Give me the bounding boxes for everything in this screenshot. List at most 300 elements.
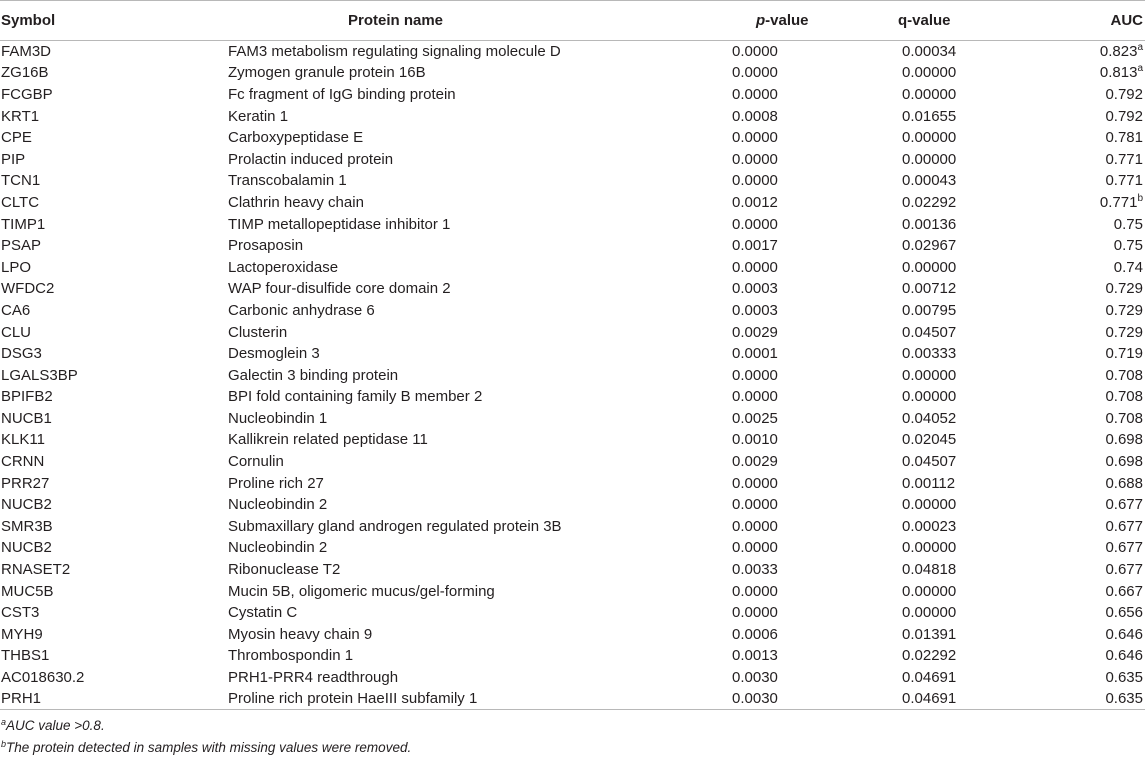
- cell-q-value: [823, 580, 1023, 602]
- cell-symbol-text: NUCB2: [1, 496, 52, 514]
- table-row: [0, 148, 1145, 170]
- cell-p-value-text: 0.0003: [732, 301, 778, 319]
- footnotes: [0, 715, 1145, 759]
- cell-auc: [1023, 300, 1145, 322]
- cell-symbol: [0, 580, 228, 602]
- header-q-value: q-value: [823, 1, 1023, 41]
- cell-protein-name: [228, 213, 648, 235]
- cell-p-value-text: 0.0000: [732, 258, 778, 276]
- cell-p-value: [648, 278, 823, 300]
- table-row: [0, 624, 1145, 646]
- cell-protein-name-text: BPI fold containing family B member 2: [228, 388, 483, 406]
- cell-q-value: [823, 84, 1023, 106]
- header-p-suffix: -value: [765, 12, 809, 29]
- cell-q-value: [823, 364, 1023, 386]
- cell-symbol: [0, 688, 228, 710]
- table-header-row: [0, 1, 1145, 41]
- footnote-text: AUC value >0.8.: [6, 718, 105, 734]
- cell-auc: [1023, 559, 1145, 581]
- cell-p-value-text: 0.0000: [732, 172, 778, 190]
- cell-symbol-text: MUC5B: [1, 582, 54, 600]
- table-row: [0, 602, 1145, 624]
- cell-auc: [1023, 429, 1145, 451]
- cell-p-value: [648, 300, 823, 322]
- cell-protein-name: [228, 321, 648, 343]
- cell-protein-name-text: Zymogen granule protein 16B: [228, 64, 426, 82]
- cell-symbol-text: CLTC: [1, 193, 40, 211]
- table-row: [0, 300, 1145, 322]
- table-row: [0, 235, 1145, 257]
- cell-symbol: [0, 127, 228, 149]
- cell-protein-name-text: Clusterin: [228, 323, 288, 341]
- cell-q-value-text: 0.02045: [902, 431, 957, 449]
- cell-protein-name: [228, 300, 648, 322]
- table-row: [0, 386, 1145, 408]
- cell-protein-name: [228, 127, 648, 149]
- cell-symbol-text: LGALS3BP: [1, 366, 78, 384]
- cell-q-value: [823, 278, 1023, 300]
- cell-auc: [1023, 386, 1145, 408]
- cell-p-value: [648, 688, 823, 710]
- table-row: [0, 213, 1145, 235]
- table-row: [0, 494, 1145, 516]
- cell-p-value: [648, 602, 823, 624]
- cell-auc-text: 0.667: [1105, 582, 1143, 600]
- cell-protein-name-text: Carboxypeptidase E: [228, 129, 364, 147]
- cell-auc: [1023, 213, 1145, 235]
- cell-q-value: [823, 494, 1023, 516]
- cell-auc-text: 0.635: [1105, 669, 1143, 687]
- table-row: [0, 688, 1145, 710]
- cell-q-value-text: 0.01655: [902, 107, 957, 125]
- cell-q-value-text: 0.00000: [902, 388, 957, 406]
- cell-protein-name: [228, 62, 648, 84]
- cell-p-value: [648, 494, 823, 516]
- cell-p-value-text: 0.0000: [732, 539, 778, 557]
- table-row: [0, 580, 1145, 602]
- table-row: [0, 278, 1145, 300]
- cell-q-value: [823, 41, 1023, 63]
- cell-q-value-text: 0.04507: [902, 323, 957, 341]
- table-row: [0, 343, 1145, 365]
- cell-protein-name-text: Myosin heavy chain 9: [228, 625, 373, 643]
- cell-protein-name: [228, 235, 648, 257]
- footnote-text: The protein detected in samples with missing values were removed.: [6, 740, 412, 756]
- cell-p-value: [648, 580, 823, 602]
- cell-symbol-text: TCN1: [1, 172, 41, 190]
- table-row: [0, 537, 1145, 559]
- cell-q-value-text: 0.00000: [902, 85, 957, 103]
- cell-symbol: [0, 537, 228, 559]
- cell-protein-name-text: Prolactin induced protein: [228, 150, 394, 168]
- cell-q-value: [823, 429, 1023, 451]
- cell-p-value-text: 0.0033: [732, 561, 778, 579]
- cell-q-value-text: 0.00712: [902, 280, 957, 298]
- cell-auc: [1023, 170, 1145, 192]
- cell-q-value-text: 0.00000: [902, 539, 957, 557]
- cell-auc-text: 0.729: [1105, 280, 1143, 298]
- cell-q-value: [823, 688, 1023, 710]
- cell-q-value-text: 0.02292: [902, 193, 957, 211]
- cell-p-value: [648, 127, 823, 149]
- table-row: [0, 41, 1145, 63]
- cell-auc: [1023, 451, 1145, 473]
- cell-symbol: [0, 429, 228, 451]
- cell-p-value: [648, 559, 823, 581]
- cell-auc: [1023, 602, 1145, 624]
- cell-auc: [1023, 364, 1145, 386]
- cell-q-value-text: 0.04052: [902, 409, 957, 427]
- cell-symbol-text: PRR27: [1, 474, 50, 492]
- cell-protein-name: [228, 408, 648, 430]
- cell-q-value-text: 0.00000: [902, 366, 957, 384]
- cell-protein-name-text: Proline rich 27: [228, 474, 324, 492]
- cell-auc-text: 0.677: [1105, 561, 1143, 579]
- cell-p-value-text: 0.0000: [732, 604, 778, 622]
- cell-symbol: [0, 148, 228, 170]
- cell-symbol-text: SMR3B: [1, 517, 53, 535]
- cell-p-value-text: 0.0006: [732, 625, 778, 643]
- table-row: [0, 256, 1145, 278]
- cell-q-value-text: 0.00136: [902, 215, 957, 233]
- cell-p-value-text: 0.0025: [732, 409, 778, 427]
- cell-q-value: [823, 192, 1023, 214]
- cell-auc: [1023, 580, 1145, 602]
- cell-symbol: [0, 41, 228, 63]
- cell-protein-name-text: Fc fragment of IgG binding protein: [228, 85, 456, 103]
- cell-auc: [1023, 127, 1145, 149]
- cell-q-value: [823, 386, 1023, 408]
- cell-q-value: [823, 472, 1023, 494]
- cell-symbol-text: CPE: [1, 129, 32, 147]
- table-row: [0, 84, 1145, 106]
- cell-q-value-text: 0.00333: [902, 345, 957, 363]
- cell-symbol: [0, 256, 228, 278]
- cell-symbol-text: THBS1: [1, 647, 50, 665]
- cell-auc: [1023, 343, 1145, 365]
- cell-q-value: [823, 62, 1023, 84]
- cell-p-value-text: 0.0003: [732, 280, 778, 298]
- cell-protein-name-text: Nucleobindin 2: [228, 539, 328, 557]
- cell-auc-text: 0.792: [1105, 107, 1143, 125]
- cell-p-value-text: 0.0000: [732, 582, 778, 600]
- cell-protein-name: [228, 516, 648, 538]
- cell-protein-name: [228, 645, 648, 667]
- cell-p-value: [648, 472, 823, 494]
- cell-auc-text: 0.677: [1105, 539, 1143, 557]
- cell-q-value-text: 0.02292: [902, 647, 957, 665]
- table-row: [0, 105, 1145, 127]
- cell-symbol: [0, 170, 228, 192]
- cell-auc-text: 0.646: [1105, 647, 1143, 665]
- cell-p-value-text: 0.0000: [732, 366, 778, 384]
- cell-protein-name: [228, 602, 648, 624]
- cell-protein-name-text: Kallikrein related peptidase 11: [228, 431, 428, 449]
- cell-auc-text: 0.708: [1105, 366, 1143, 384]
- cell-q-value-text: 0.00795: [902, 301, 957, 319]
- footnote-mark: b: [1, 739, 7, 750]
- cell-protein-name: [228, 170, 648, 192]
- cell-symbol: [0, 667, 228, 689]
- cell-q-value-text: 0.00000: [902, 64, 957, 82]
- cell-symbol-text: MYH9: [1, 625, 43, 643]
- cell-p-value: [648, 343, 823, 365]
- cell-protein-name: [228, 148, 648, 170]
- cell-protein-name-text: Lactoperoxidase: [228, 258, 339, 276]
- cell-symbol-text: RNASET2: [1, 561, 71, 579]
- cell-auc: [1023, 105, 1145, 127]
- footnote-b: [1, 737, 1145, 759]
- cell-symbol-text: LPO: [1, 258, 32, 276]
- cell-symbol: [0, 516, 228, 538]
- cell-symbol-text: DSG3: [1, 345, 42, 363]
- cell-q-value-text: 0.01391: [902, 625, 957, 643]
- cell-protein-name: [228, 494, 648, 516]
- cell-symbol-text: CLU: [1, 323, 32, 341]
- cell-symbol: [0, 300, 228, 322]
- cell-p-value: [648, 408, 823, 430]
- cell-protein-name-text: Submaxillary gland androgen regulated protein 3B: [228, 517, 562, 535]
- cell-p-value: [648, 667, 823, 689]
- cell-p-value: [648, 170, 823, 192]
- table-row: [0, 192, 1145, 214]
- cell-symbol-text: CRNN: [1, 453, 45, 471]
- cell-auc-text: 0.75: [1113, 237, 1143, 255]
- cell-p-value: [648, 62, 823, 84]
- header-protein-name: Protein name: [228, 1, 648, 41]
- cell-symbol: [0, 235, 228, 257]
- cell-q-value-text: 0.00000: [902, 604, 957, 622]
- cell-q-value-text: 0.00000: [902, 582, 957, 600]
- cell-symbol: [0, 559, 228, 581]
- cell-q-value: [823, 624, 1023, 646]
- cell-auc: [1023, 321, 1145, 343]
- cell-protein-name-text: Cystatin C: [228, 604, 298, 622]
- cell-auc: [1023, 235, 1145, 257]
- cell-protein-name-text: Clathrin heavy chain: [228, 193, 364, 211]
- cell-q-value: [823, 213, 1023, 235]
- cell-q-value-text: 0.04507: [902, 453, 957, 471]
- cell-p-value: [648, 148, 823, 170]
- cell-q-value: [823, 148, 1023, 170]
- cell-q-value: [823, 300, 1023, 322]
- table-row: [0, 364, 1145, 386]
- cell-symbol-text: PIP: [1, 150, 26, 168]
- cell-protein-name-text: Cornulin: [228, 453, 284, 471]
- cell-q-value-text: 0.04691: [902, 690, 957, 708]
- cell-q-value-text: 0.00023: [902, 517, 957, 535]
- footnote-a: [1, 715, 1145, 737]
- cell-p-value: [648, 364, 823, 386]
- cell-auc-text: 0.771: [1105, 172, 1143, 190]
- cell-p-value-text: 0.0012: [732, 193, 778, 211]
- cell-symbol-text: NUCB1: [1, 409, 52, 427]
- cell-q-value: [823, 343, 1023, 365]
- footnote-marker: a: [1137, 42, 1143, 54]
- cell-p-value: [648, 84, 823, 106]
- table-row: [0, 408, 1145, 430]
- cell-q-value-text: 0.04691: [902, 669, 957, 687]
- cell-protein-name-text: TIMP metallopeptidase inhibitor 1: [228, 215, 451, 233]
- cell-auc-text: 0.75: [1113, 215, 1143, 233]
- footnote-marker: a: [1137, 63, 1143, 75]
- cell-q-value: [823, 408, 1023, 430]
- cell-p-value: [648, 213, 823, 235]
- cell-auc-text: 0.698: [1105, 453, 1143, 471]
- cell-auc-text: 0.708: [1105, 409, 1143, 427]
- cell-p-value-text: 0.0000: [732, 43, 778, 61]
- cell-p-value: [648, 516, 823, 538]
- cell-p-value-text: 0.0029: [732, 323, 778, 341]
- cell-auc: [1023, 41, 1145, 63]
- cell-protein-name: [228, 84, 648, 106]
- cell-auc-text: 0.698: [1105, 431, 1143, 449]
- cell-symbol: [0, 278, 228, 300]
- cell-symbol: [0, 408, 228, 430]
- cell-protein-name-text: FAM3 metabolism regulating signaling molecule D: [228, 43, 561, 61]
- cell-p-value-text: 0.0000: [732, 496, 778, 514]
- cell-auc-text: 0.823: [1099, 43, 1138, 61]
- cell-q-value-text: 0.00000: [902, 496, 957, 514]
- cell-q-value: [823, 516, 1023, 538]
- cell-q-value: [823, 451, 1023, 473]
- cell-auc: [1023, 688, 1145, 710]
- cell-auc: [1023, 84, 1145, 106]
- cell-protein-name-text: Ribonuclease T2: [228, 561, 341, 579]
- table-row: [0, 429, 1145, 451]
- cell-auc-text: 0.719: [1105, 345, 1143, 363]
- table-row: [0, 645, 1145, 667]
- cell-auc: [1023, 278, 1145, 300]
- cell-symbol-text: CA6: [1, 301, 31, 319]
- footnote-marker: b: [1137, 192, 1143, 204]
- cell-symbol-text: FAM3D: [1, 43, 52, 61]
- cell-q-value: [823, 235, 1023, 257]
- cell-p-value-text: 0.0000: [732, 129, 778, 147]
- cell-auc-text: 0.708: [1105, 388, 1143, 406]
- cell-q-value: [823, 645, 1023, 667]
- cell-p-value: [648, 429, 823, 451]
- cell-protein-name-text: PRH1-PRR4 readthrough: [228, 669, 399, 687]
- cell-protein-name: [228, 472, 648, 494]
- table-row: [0, 62, 1145, 84]
- table-row: [0, 472, 1145, 494]
- cell-symbol: [0, 451, 228, 473]
- cell-p-value-text: 0.0000: [732, 64, 778, 82]
- cell-symbol: [0, 213, 228, 235]
- cell-protein-name: [228, 343, 648, 365]
- cell-auc-text: 0.656: [1105, 604, 1143, 622]
- cell-q-value-text: 0.00043: [902, 172, 957, 190]
- cell-auc: [1023, 537, 1145, 559]
- cell-symbol-text: TIMP1: [1, 215, 46, 233]
- cell-symbol-text: CST3: [1, 604, 40, 622]
- cell-auc: [1023, 256, 1145, 278]
- cell-protein-name: [228, 451, 648, 473]
- cell-protein-name-text: Nucleobindin 1: [228, 409, 328, 427]
- cell-symbol: [0, 84, 228, 106]
- cell-p-value-text: 0.0008: [732, 107, 778, 125]
- cell-p-value: [648, 192, 823, 214]
- cell-p-value-text: 0.0010: [732, 431, 778, 449]
- cell-symbol-text: KLK11: [1, 431, 45, 449]
- cell-auc: [1023, 62, 1145, 84]
- cell-protein-name-text: Thrombospondin 1: [228, 647, 354, 665]
- table-row: [0, 559, 1145, 581]
- cell-auc: [1023, 192, 1145, 214]
- cell-protein-name-text: WAP four-disulfide core domain 2: [228, 280, 451, 298]
- cell-q-value-text: 0.00000: [902, 129, 957, 147]
- cell-p-value-text: 0.0029: [732, 453, 778, 471]
- cell-protein-name: [228, 667, 648, 689]
- cell-auc: [1023, 667, 1145, 689]
- cell-protein-name: [228, 429, 648, 451]
- cell-symbol-text: ZG16B: [1, 64, 49, 82]
- cell-q-value: [823, 537, 1023, 559]
- cell-symbol-text: AC018630.2: [1, 669, 85, 687]
- header-auc: AUC: [1023, 1, 1145, 41]
- cell-auc-text: 0.729: [1105, 323, 1143, 341]
- footnote-mark: a: [1, 717, 7, 728]
- cell-q-value: [823, 667, 1023, 689]
- cell-symbol-text: KRT1: [1, 107, 40, 125]
- cell-auc-text: 0.771: [1105, 150, 1143, 168]
- cell-protein-name: [228, 105, 648, 127]
- cell-auc-text: 0.792: [1105, 85, 1143, 103]
- cell-q-value-text: 0.00000: [902, 150, 957, 168]
- cell-p-value-text: 0.0000: [732, 85, 778, 103]
- cell-protein-name-text: Galectin 3 binding protein: [228, 366, 399, 384]
- cell-symbol: [0, 645, 228, 667]
- cell-q-value-text: 0.02967: [902, 237, 957, 255]
- cell-symbol: [0, 192, 228, 214]
- cell-auc-text: 0.74: [1113, 258, 1143, 276]
- cell-symbol: [0, 602, 228, 624]
- cell-q-value: [823, 256, 1023, 278]
- cell-symbol: [0, 494, 228, 516]
- cell-protein-name-text: Transcobalamin 1: [228, 172, 347, 190]
- cell-protein-name: [228, 580, 648, 602]
- cell-symbol-text: FCGBP: [1, 85, 53, 103]
- cell-p-value-text: 0.0000: [732, 215, 778, 233]
- cell-symbol-text: PSAP: [1, 237, 42, 255]
- cell-p-value-text: 0.0000: [732, 150, 778, 168]
- cell-symbol-text: PRH1: [1, 690, 42, 708]
- cell-auc: [1023, 408, 1145, 430]
- table-row: [0, 170, 1145, 192]
- cell-auc-text: 0.688: [1105, 474, 1143, 492]
- header-symbol: Symbol: [0, 1, 228, 41]
- cell-protein-name: [228, 364, 648, 386]
- cell-p-value: [648, 41, 823, 63]
- header-p-value: [648, 1, 823, 41]
- cell-auc: [1023, 494, 1145, 516]
- cell-p-value-text: 0.0017: [732, 237, 778, 255]
- table-body: [0, 41, 1145, 710]
- cell-protein-name-text: Desmoglein 3: [228, 345, 320, 363]
- cell-protein-name-text: Mucin 5B, oligomeric mucus/gel-forming: [228, 582, 495, 600]
- cell-protein-name-text: Carbonic anhydrase 6: [228, 301, 375, 319]
- cell-protein-name: [228, 41, 648, 63]
- cell-p-value: [648, 105, 823, 127]
- cell-symbol: [0, 343, 228, 365]
- table-row: [0, 451, 1145, 473]
- cell-p-value-text: 0.0000: [732, 388, 778, 406]
- cell-q-value-text: 0.04818: [902, 561, 957, 579]
- cell-p-value: [648, 645, 823, 667]
- cell-p-value-text: 0.0030: [732, 690, 778, 708]
- table-row: [0, 667, 1145, 689]
